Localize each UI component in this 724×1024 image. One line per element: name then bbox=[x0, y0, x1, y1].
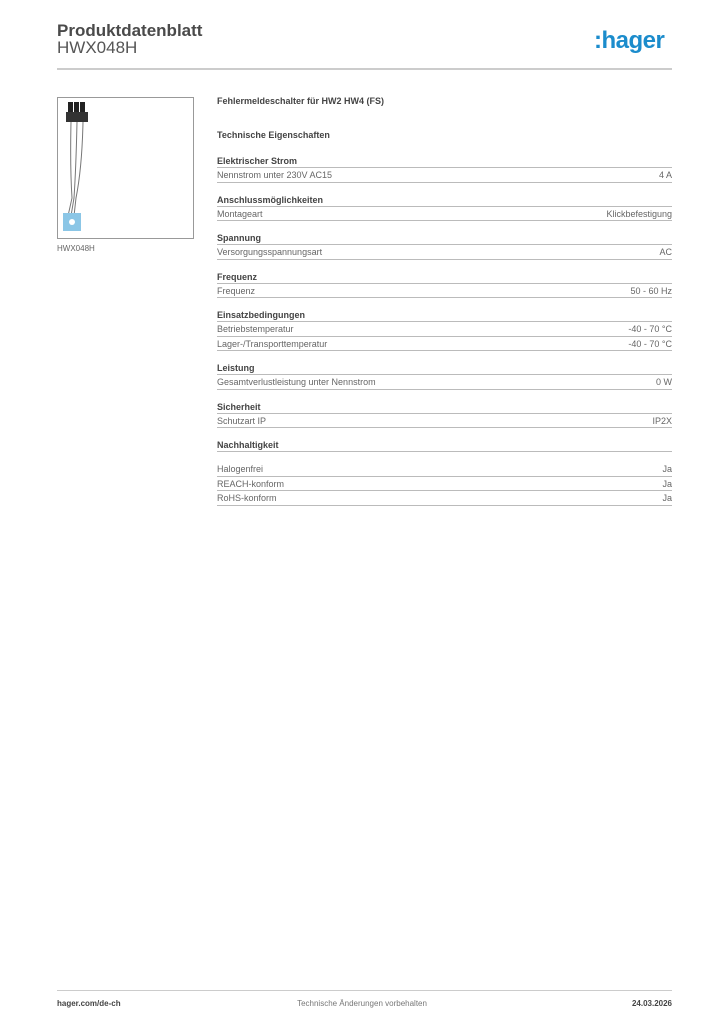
spec-value: -40 - 70 °C bbox=[628, 338, 672, 349]
product-image bbox=[57, 97, 194, 239]
spec-content bbox=[217, 96, 672, 506]
spec-value: 50 - 60 Hz bbox=[630, 285, 672, 296]
spec-row bbox=[217, 491, 672, 506]
spec-label: Frequenz bbox=[217, 285, 256, 296]
spec-section bbox=[217, 232, 672, 260]
spec-value: 0 W bbox=[655, 377, 672, 387]
spec-row bbox=[217, 207, 672, 222]
spec-row bbox=[217, 462, 672, 477]
spec-value: Ja bbox=[662, 478, 672, 489]
spec-value: IP2X bbox=[652, 415, 672, 426]
section-title: Nachhaltigkeit bbox=[217, 439, 672, 452]
section-title: Spannung bbox=[217, 232, 672, 245]
spec-row bbox=[217, 322, 672, 337]
spec-label: Lager-/Transporttemperatur bbox=[217, 338, 328, 349]
header-divider bbox=[57, 68, 672, 70]
spec-section bbox=[217, 194, 672, 222]
spec-label: Betriebstemperatur bbox=[217, 324, 294, 334]
page-title: Produktdatenblatt bbox=[57, 21, 203, 40]
footer-date: 24.03.2026 bbox=[631, 999, 672, 1008]
spec-value: -40 - 70 °C bbox=[628, 324, 672, 334]
hager-logo: :hager bbox=[594, 27, 665, 54]
spacer bbox=[217, 452, 672, 462]
spec-row bbox=[217, 414, 672, 429]
spec-section bbox=[217, 271, 672, 299]
tech-heading: Technische Eigenschaften bbox=[217, 130, 330, 140]
spec-value: Ja bbox=[662, 493, 672, 503]
spec-value: 4 A bbox=[658, 170, 672, 180]
footer-divider bbox=[57, 990, 672, 991]
spec-value: Klickbefestigung bbox=[606, 208, 672, 219]
product-description: Fehlermeldeschalter für HW2 HW4 (FS) bbox=[217, 96, 385, 106]
spec-section bbox=[217, 401, 672, 429]
spec-row bbox=[217, 284, 672, 299]
spec-row bbox=[217, 477, 672, 492]
spec-label: Versorgungsspannungsart bbox=[217, 247, 323, 257]
spec-row bbox=[217, 245, 672, 260]
section-title: Einsatzbedingungen bbox=[217, 309, 672, 322]
spec-label: Gesamtverlustleistung unter Nennstrom bbox=[217, 377, 376, 387]
spec-value: AC bbox=[659, 247, 672, 257]
spec-row bbox=[217, 375, 672, 390]
spec-label: Halogenfrei bbox=[217, 464, 264, 474]
spec-section bbox=[217, 362, 672, 390]
spec-row bbox=[217, 168, 672, 183]
spec-value: Ja bbox=[662, 464, 672, 474]
spec-label: Montageart bbox=[217, 208, 263, 219]
footer-note: Technische Änderungen vorbehalten bbox=[297, 999, 427, 1008]
section-title: Elektrischer Strom bbox=[217, 155, 672, 168]
spec-section bbox=[217, 155, 672, 183]
section-title: Sicherheit bbox=[217, 401, 672, 414]
spec-label: Schutzart IP bbox=[217, 415, 267, 426]
section-title: Leistung bbox=[217, 362, 672, 375]
spec-label: RoHS-konform bbox=[217, 493, 277, 503]
image-caption: HWX048H bbox=[57, 244, 95, 253]
section-title: Anschlussmöglichkeiten bbox=[217, 194, 672, 207]
spec-row bbox=[217, 337, 672, 352]
footer-url[interactable]: hager.com/de-ch bbox=[57, 999, 121, 1008]
section-title: Frequenz bbox=[217, 271, 672, 284]
spec-section bbox=[217, 439, 672, 506]
product-code: HWX048H bbox=[57, 38, 138, 57]
spec-label: Nennstrom unter 230V AC15 bbox=[217, 170, 333, 180]
spec-section bbox=[217, 309, 672, 351]
spec-label: REACH-konform bbox=[217, 478, 285, 489]
